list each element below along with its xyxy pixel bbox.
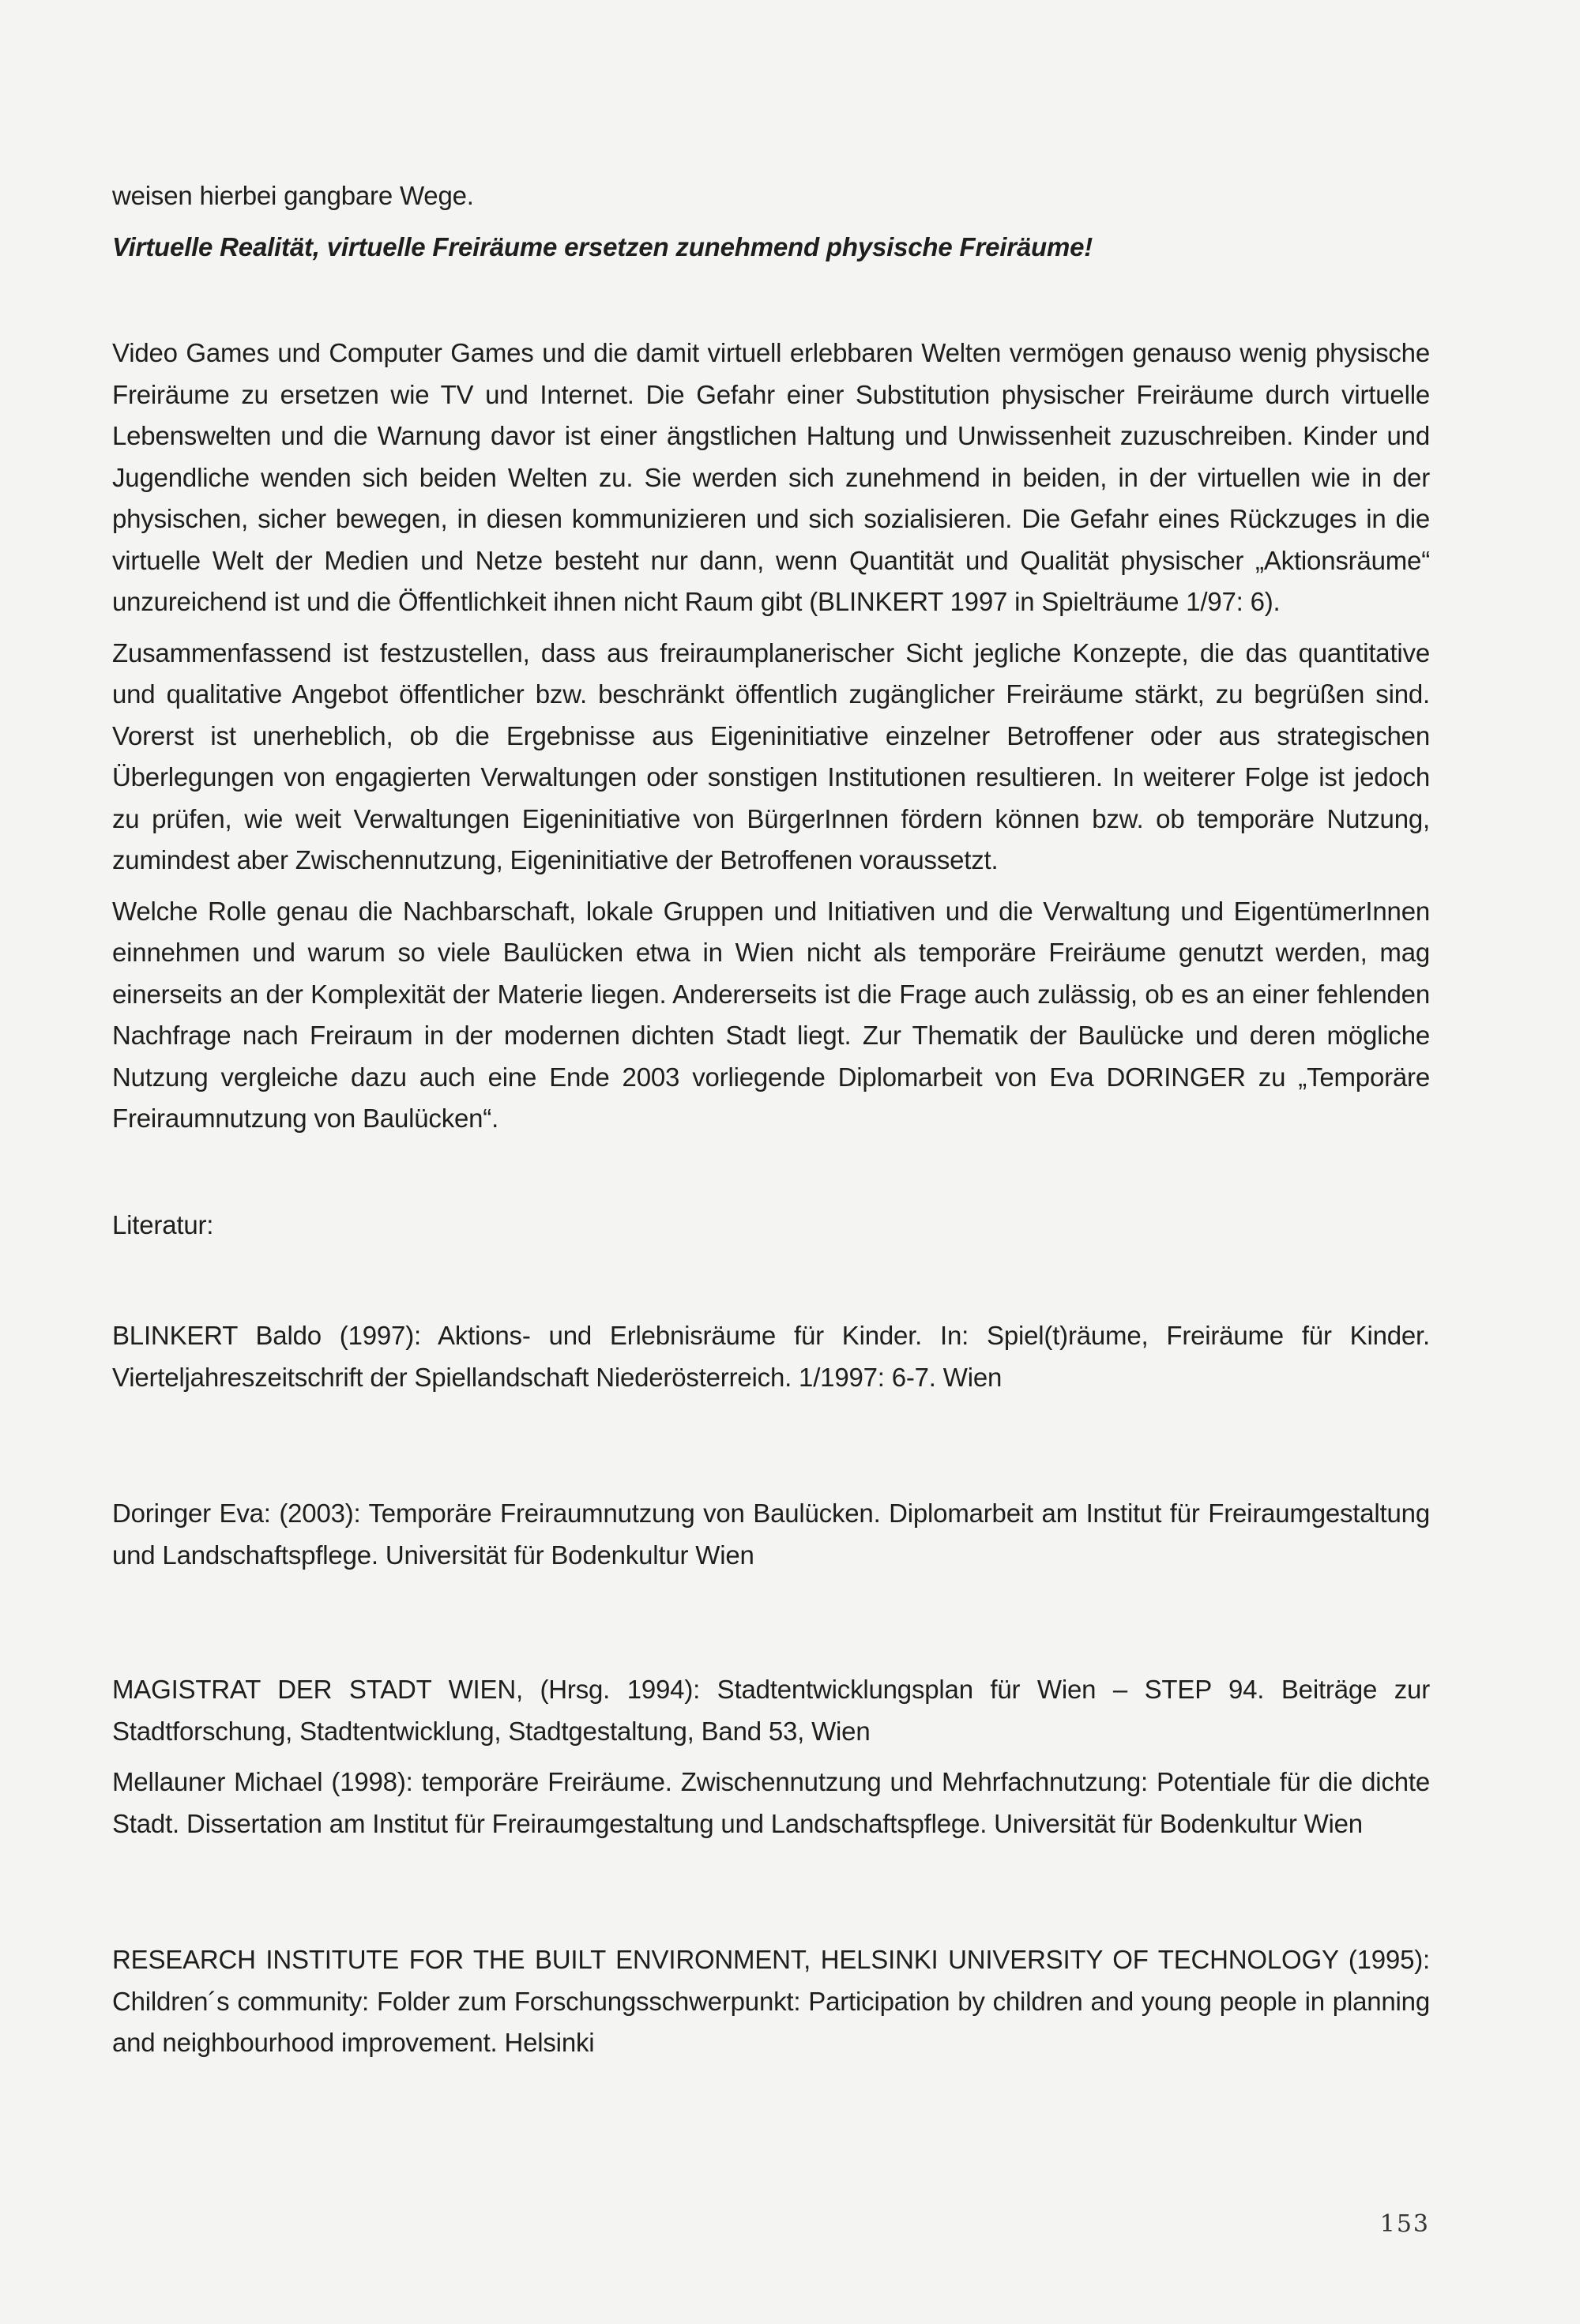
page-body bbox=[112, 175, 1430, 2064]
emphasis-heading: Virtuelle Realität, virtuelle Freiräume ersetzen zunehmend physische Freiräume! bbox=[112, 231, 1093, 261]
paragraph-summary: Zusammenfassend ist festzustellen, dass aus freiraumplanerischer Sicht jegliche Konzepte, die das quantitative und qualitative Angebot öffentlicher bzw. beschränkt öffentlich zugänglicher Freiräume stärkt, zu begrüßen sind. Vorerst ist unerheblich, ob die Ergebnisse aus Eigeninitiative einzelner Betroffener oder aus strategischen Überlegungen von engagierten Verwaltungen oder sonstigen Institutionen resultieren. In weiterer Folge ist jedoch zu prüfen, wie weit Verwaltungen Eigeninitiative von BürgerInnen fördern können bzw. ob temporäre Nutzung, zumindest aber Zwischennutzung, Eigeninitiative der Betroffenen voraussetzt. bbox=[112, 637, 1430, 874]
paragraph-neighbourhood: Welche Rolle genau die Nachbarschaft, lokale Gruppen und Initiativen und die Verwaltung und EigentümerInnen einnehmen und warum so viele Baulücken etwa in Wien nicht als temporäre Freiräume genutzt werden, mag einerseits an der Komplexität der Materie liegen. Andererseits ist die Frage auch zulässig, ob es an einer fehlenden Nachfrage nach Freiraum in der modernen dichten Stadt liegt. Zur Thematik der Baulücke und deren mögliche Nutzung vergleiche dazu auch eine Ende 2003 vorliegende Diplomarbeit von Eva DORINGER zu „Temporäre Freiraumnutzung von Baulücken“. bbox=[112, 896, 1430, 1133]
reference-doringer: Doringer Eva: (2003): Temporäre Freiraumnutzung von Baulücken. Diplomarbeit am Institut für Freiraumgestaltung und Landschaftspflege. Universität für Bodenkultur Wien bbox=[112, 1499, 1430, 1570]
reference-mellauner: Mellauner Michael (1998): temporäre Freiräume. Zwischennutzung und Mehrfachnutzung: Potentiale für die dichte Stadt. Dissertation am Institut für Freiraumgestaltung und Landschaftspflege. Universität für Bodenkultur Wien bbox=[112, 1767, 1430, 1838]
reference-blinkert: BLINKERT Baldo (1997): Aktions- und Erlebnisräume für Kinder. In: Spiel(t)räume, Freiräume für Kinder. Vierteljahreszeitschrift der Spiellandschaft Niederösterreich. 1/1997: 6-7. Wien bbox=[112, 1321, 1430, 1392]
paragraph-virtual-worlds: Video Games und Computer Games und die damit virtuell erlebbaren Welten vermögen genauso wenig physische Freiräume zu ersetzen wie TV und Internet. Die Gefahr einer Substitution physischer Freiräume durch virtuelle Lebenswelten und die Warnung davor ist einer ängstlichen Haltung und Unwissenheit zuzuschreiben. Kinder und Jugendliche wenden sich beiden Welten zu. Sie werden sich zunehmend in beiden, in der virtuellen wie in der physischen, sicher bewegen, in diesen kommunizieren und sich sozialisieren. Die Gefahr eines Rückzuges in die virtuelle Welt der Medien und Netze besteht nur dann, wenn Quantität und Qualität physischer „Aktionsräume“ unzureichend ist und die Öffentlichkeit ihnen nicht Raum gibt (BLINKERT 1997 in Spielträume 1/97: 6). bbox=[112, 338, 1430, 616]
literature-heading: Literatur: bbox=[112, 1209, 214, 1239]
page-number: 153 bbox=[1379, 2210, 1430, 2238]
lead-line: weisen hierbei gangbare Wege. bbox=[112, 181, 474, 210]
reference-helsinki: RESEARCH INSTITUTE FOR THE BUILT ENVIRONMENT, HELSINKI UNIVERSITY OF TECHNOLOGY (1995): Children´s community: Folder zum Forschungsschwerpunkt: Participation by children and young people in planning and neighbourhood improvement. Helsinki bbox=[112, 1945, 1430, 2057]
reference-magistrat: MAGISTRAT DER STADT WIEN, (Hrsg. 1994): Stadtentwicklungsplan für Wien – STEP 94. Beiträge zur Stadtforschung, Stadtentwicklung, Stadtgestaltung, Band 53, Wien bbox=[112, 1675, 1430, 1746]
